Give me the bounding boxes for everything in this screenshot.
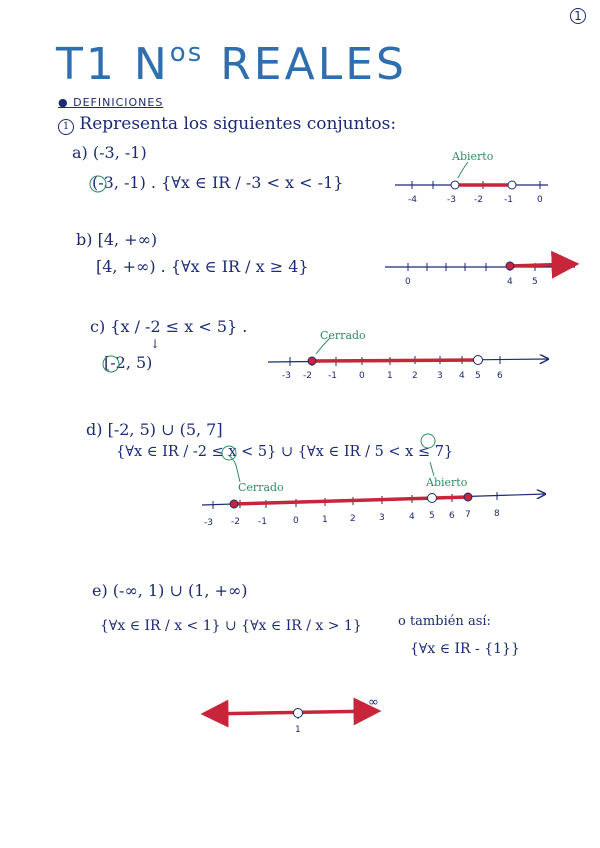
tick-label: 1	[322, 515, 328, 525]
item-c-annotation: Cerrado	[320, 329, 366, 342]
tick-label: 5	[532, 277, 538, 287]
tick-label: 8	[494, 509, 500, 519]
item-e-line-1: {∀x ∈ IR / x < 1} ∪ {∀x ∈ IR / x > 1}	[100, 618, 362, 634]
tick-label: -3	[204, 518, 213, 528]
tick-label: -1	[504, 195, 513, 205]
tick-label: 7	[465, 510, 471, 520]
tick-label: 0	[293, 516, 299, 526]
tick-label: -2	[231, 517, 240, 527]
tick-label: 5	[475, 371, 481, 381]
tick-label: 3	[437, 371, 443, 381]
tick-label: -1	[258, 517, 267, 527]
item-d-line: {∀x ∈ IR / -2 ≤ x < 5} ∪ {∀x ∈ IR / 5 < x ≤ 7}	[116, 444, 454, 460]
tick-label: ∞	[368, 695, 379, 710]
item-e-line-3: {∀x ∈ IR - {1}}	[410, 641, 520, 657]
tick-label: 3	[379, 513, 385, 523]
tick-label: -3	[282, 371, 291, 381]
number-line-e	[204, 695, 379, 735]
tick-label: 6	[497, 371, 503, 381]
page-number: 1	[570, 8, 586, 24]
tick-label: -2	[474, 195, 483, 205]
open-bracket-highlight	[90, 176, 106, 192]
item-a-annotation: Abierto	[452, 150, 494, 163]
title-sup: os	[169, 38, 204, 68]
tick-label: 0	[405, 277, 411, 287]
closed-bracket-highlight	[103, 356, 119, 372]
tick-label: 2	[412, 371, 418, 381]
tick-label: 1	[387, 371, 393, 381]
tick-label: 4	[409, 512, 415, 522]
section-heading-text: DEFINICIONES	[73, 96, 164, 109]
item-c-label: c) {x / -2 ≤ x < 5} .	[90, 317, 248, 336]
item-e-line-2: o también así:	[398, 614, 491, 629]
number-line-d	[202, 434, 545, 528]
item-d-annotation-left: Cerrado	[238, 481, 284, 494]
number-line-c	[268, 338, 548, 381]
tick-label: 2	[350, 514, 356, 524]
tick-label: -2	[303, 371, 312, 381]
item-b-line: [4, +∞) . {∀x ∈ IR / x ≥ 4}	[96, 257, 309, 276]
number-line-a	[395, 162, 548, 205]
item-e-label: e) (-∞, 1) ∪ (1, +∞)	[92, 581, 248, 600]
item-c-arrow: ↓	[150, 337, 161, 351]
item-d-annotation-right: Abierto	[426, 476, 468, 489]
item-d-label: d) [-2, 5) ∪ (5, 7]	[86, 420, 223, 439]
tick-label: 0	[359, 371, 365, 381]
tick-label: -3	[447, 195, 456, 205]
item-a-label: a) (-3, -1)	[72, 143, 147, 162]
tick-label: 6	[449, 511, 455, 521]
title-main: T1 N	[56, 39, 170, 90]
number-line-b	[385, 262, 576, 287]
item-b-label: b) [4, +∞)	[76, 230, 158, 249]
tick-label: 0	[537, 195, 543, 205]
tick-label: -1	[328, 371, 337, 381]
circled-one-icon: 1	[58, 119, 74, 135]
tick-label: 4	[507, 277, 513, 287]
item-a-line: (-3, -1) . {∀x ∈ IR / -3 < x < -1}	[92, 173, 344, 192]
tick-label: 1	[295, 725, 301, 735]
tick-label: -4	[408, 195, 417, 205]
title-rest: REALES	[203, 39, 407, 90]
item-c-line: [-2, 5)	[104, 353, 153, 372]
bullet-icon: ●	[58, 96, 69, 109]
tick-label: 5	[429, 511, 435, 521]
tick-label: 4	[459, 371, 465, 381]
exercise-text: Representa los siguientes conjuntos:	[79, 114, 397, 134]
